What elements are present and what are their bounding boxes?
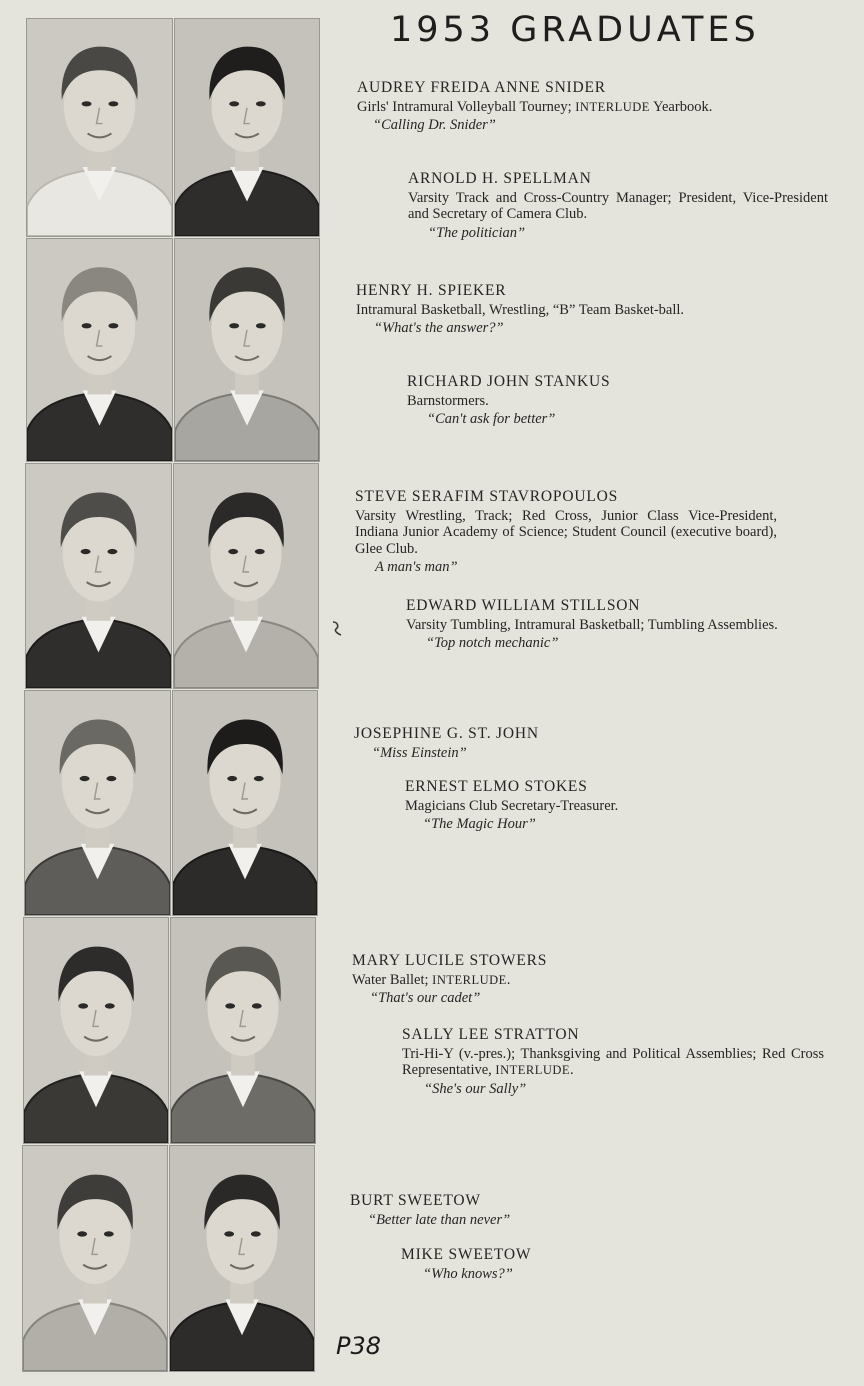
graduate-entry <box>354 726 774 761</box>
graduate-quote: “Calling Dr. Snider” <box>373 117 496 133</box>
portrait-column <box>22 16 320 1372</box>
graduate-quote: “Top notch mechanic” <box>426 635 559 651</box>
graduate-quote: “The politician” <box>428 224 526 241</box>
graduate-name: HENRY H. SPIEKER <box>356 282 507 299</box>
portrait-image <box>175 19 319 236</box>
graduate-activities: Varsity Wrestling, Track; Red Cross, Junior Class Vice-President, Indiana Junior Academy of Science; Student Council (executive board), Glee Club. <box>355 507 777 557</box>
portrait-photo <box>173 463 319 689</box>
portrait-photo <box>26 18 173 237</box>
graduate-quote: “Better late than never” <box>368 1211 511 1228</box>
graduate-name: JOSEPHINE G. ST. JOHN <box>354 725 539 742</box>
portrait-photo <box>172 690 318 916</box>
portrait-image <box>24 918 168 1143</box>
graduate-quote: A man's man” <box>375 559 458 575</box>
portrait-image <box>26 464 171 688</box>
graduate-name: RICHARD JOHN STANKUS <box>407 373 611 390</box>
graduate-name: STEVE SERAFIM STAVROPOULOS <box>355 488 619 505</box>
graduate-entry <box>401 1247 821 1282</box>
graduate-activities: Varsity Tumbling, Intramural Basketball; Tumbling Assemblies. <box>406 616 778 633</box>
graduate-quote: “The Magic Hour” <box>423 816 536 832</box>
graduate-quote: “Can't ask for better” <box>427 411 556 427</box>
graduate-name: EDWARD WILLIAM STILLSON <box>406 597 641 614</box>
portrait-image <box>27 239 172 461</box>
graduate-name: ARNOLD H. SPELLMAN <box>408 170 592 187</box>
portrait-image <box>27 19 172 236</box>
graduate-quote: “She's our Sally” <box>424 1080 527 1097</box>
portrait-photo <box>22 1145 168 1372</box>
graduate-name: BURT SWEETOW <box>350 1192 481 1209</box>
graduate-entry <box>355 489 777 576</box>
graduate-entry <box>357 80 787 134</box>
portrait-photo <box>174 238 320 462</box>
page-title: 1953 GRADUATES <box>390 10 760 50</box>
graduate-entry <box>350 1193 770 1228</box>
portrait-photo <box>174 18 320 237</box>
graduate-entry <box>406 598 828 652</box>
graduate-entry <box>405 779 825 833</box>
graduate-activities: Magicians Club Secretary-Treasurer. <box>405 797 619 814</box>
portrait-image <box>170 1146 314 1371</box>
graduate-name: ERNEST ELMO STOKES <box>405 778 588 795</box>
portrait-photo <box>23 917 169 1144</box>
ink-mark <box>330 620 344 638</box>
portrait-image <box>173 691 317 915</box>
graduate-activities: Barnstormers. <box>407 392 489 409</box>
portrait-photo <box>26 238 173 462</box>
portrait-photo <box>24 690 171 916</box>
graduate-quote: “What's the answer?” <box>374 320 504 336</box>
graduate-quote: “That's our cadet” <box>370 990 481 1006</box>
graduate-activities: Girls' Intramural Volleyball Tourney; INTERLUDE Yearbook. <box>357 98 713 115</box>
portrait-image <box>175 239 319 461</box>
graduate-name: AUDREY FREIDA ANNE SNIDER <box>357 79 606 96</box>
graduate-name: MIKE SWEETOW <box>401 1246 532 1263</box>
portrait-image <box>25 691 170 915</box>
graduate-activities: Intramural Basketball, Wrestling, “B” Team Basket-ball. <box>356 301 685 318</box>
graduate-entry <box>407 374 827 428</box>
graduate-entry <box>408 171 828 241</box>
graduate-activities: Varsity Track and Cross-Country Manager; President, Vice-President and Secretary of Camera Club. <box>408 189 828 222</box>
portrait-photo <box>170 917 316 1144</box>
graduate-name: MARY LUCILE STOWERS <box>352 952 548 969</box>
page-number: P38 <box>336 1332 382 1360</box>
portrait-image <box>171 918 315 1143</box>
graduate-quote: “Miss Einstein” <box>372 744 467 761</box>
graduate-name: SALLY LEE STRATTON <box>402 1026 580 1043</box>
portrait-photo <box>169 1145 315 1372</box>
graduate-entry <box>352 953 772 1007</box>
graduate-activities: Tri-Hi-Y (v.-pres.); Thanksgiving and Political Assemblies; Red Cross Representative, INTERLUDE. <box>402 1045 824 1078</box>
portrait-image <box>174 464 318 688</box>
graduate-quote: “Who knows?” <box>423 1265 513 1282</box>
graduate-activities: Water Ballet; INTERLUDE. <box>352 971 511 988</box>
graduate-entry <box>356 283 776 337</box>
graduate-entry <box>402 1027 824 1097</box>
portrait-photo <box>25 463 172 689</box>
portrait-image <box>23 1146 167 1371</box>
